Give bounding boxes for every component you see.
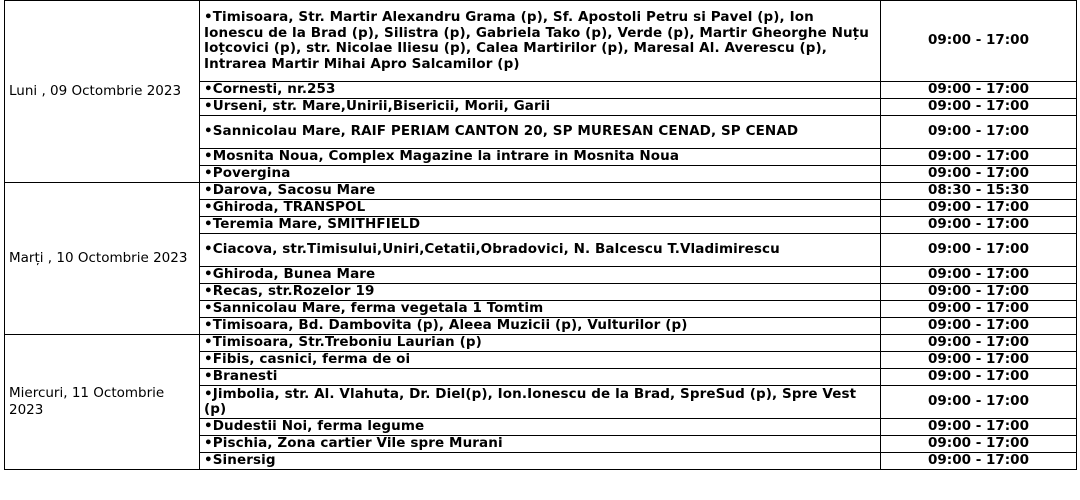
time-cell: 09:00 - 17:00 (881, 99, 1077, 116)
time-cell: 09:00 - 17:00 (881, 284, 1077, 301)
day-cell: Marți , 10 Octombrie 2023 (5, 183, 200, 335)
day-cell: Miercuri, 11 Octombrie 2023 (5, 335, 200, 470)
location-cell: •Ghiroda, Bunea Mare (200, 267, 881, 284)
location-cell: •Dudestii Noi, ferma legume (200, 419, 881, 436)
time-cell: 09:00 - 17:00 (881, 386, 1077, 419)
time-cell: 09:00 - 17:00 (881, 217, 1077, 234)
location-cell: •Sannicolau Mare, ferma vegetala 1 Tomtim (200, 301, 881, 318)
location-cell: •Branesti (200, 369, 881, 386)
location-cell: •Teremia Mare, SMITHFIELD (200, 217, 881, 234)
location-cell: •Urseni, str. Mare,Unirii,Bisericii, Morii, Garii (200, 99, 881, 116)
location-cell: •Mosnita Noua, Complex Magazine la intrare in Mosnita Noua (200, 149, 881, 166)
time-cell: 09:00 - 17:00 (881, 1, 1077, 82)
time-cell: 09:00 - 17:00 (881, 419, 1077, 436)
time-cell: 09:00 - 17:00 (881, 200, 1077, 217)
location-cell: •Ciacova, str.Timisului,Uniri,Cetatii,Obradovici, N. Balcescu T.Vladimirescu (200, 234, 881, 267)
location-cell: •Ghiroda, TRANSPOL (200, 200, 881, 217)
time-cell: 08:30 - 15:30 (881, 183, 1077, 200)
time-cell: 09:00 - 17:00 (881, 82, 1077, 99)
time-cell: 09:00 - 17:00 (881, 352, 1077, 369)
location-cell: •Jimbolia, str. Al. Vlahuta, Dr. Diel(p), Ion.Ionescu de la Brad, SpreSud (p), Spre Vest (p) (200, 386, 881, 419)
time-cell: 09:00 - 17:00 (881, 318, 1077, 335)
location-cell: •Pischia, Zona cartier Vile spre Murani (200, 436, 881, 453)
time-cell: 09:00 - 17:00 (881, 166, 1077, 183)
table-row (5, 183, 1077, 200)
time-cell: 09:00 - 17:00 (881, 369, 1077, 386)
time-cell: 09:00 - 17:00 (881, 453, 1077, 470)
location-cell: •Povergina (200, 166, 881, 183)
location-cell: •Sannicolau Mare, RAIF PERIAM CANTON 20, SP MURESAN CENAD, SP CENAD (200, 116, 881, 149)
location-cell: •Timisoara, Str.Treboniu Laurian (p) (200, 335, 881, 352)
time-cell: 09:00 - 17:00 (881, 234, 1077, 267)
location-cell: •Fibis, casnici, ferma de oi (200, 352, 881, 369)
time-cell: 09:00 - 17:00 (881, 267, 1077, 284)
time-cell: 09:00 - 17:00 (881, 149, 1077, 166)
time-cell: 09:00 - 17:00 (881, 116, 1077, 149)
time-cell: 09:00 - 17:00 (881, 436, 1077, 453)
location-cell: •Cornesti, nr.253 (200, 82, 881, 99)
location-cell: •Timisoara, Bd. Dambovita (p), Aleea Muzicii (p), Vulturilor (p) (200, 318, 881, 335)
time-cell: 09:00 - 17:00 (881, 301, 1077, 318)
table-row (5, 1, 1077, 82)
time-cell: 09:00 - 17:00 (881, 335, 1077, 352)
location-cell: •Timisoara, Str. Martir Alexandru Grama (p), Sf. Apostoli Petru si Pavel (p), Ion Ionescu de la Brad (p), Silistra (p), Gabriela Tako (p), Verde (p), Martir Gheorghe Nuțu Ioțcovici (p), str. Nicolae Iliesu (p), Calea Martirilor (p), Maresal Al. Averescu (p), Intrarea Martir Mihai Apro Salcamilor (p) (200, 1, 881, 82)
location-cell: •Recas, str.Rozelor 19 (200, 284, 881, 301)
outage-schedule-table (4, 0, 1077, 470)
location-cell: •Sinersig (200, 453, 881, 470)
table-row (5, 335, 1077, 352)
location-cell: •Darova, Sacosu Mare (200, 183, 881, 200)
day-cell: Luni , 09 Octombrie 2023 (5, 1, 200, 183)
